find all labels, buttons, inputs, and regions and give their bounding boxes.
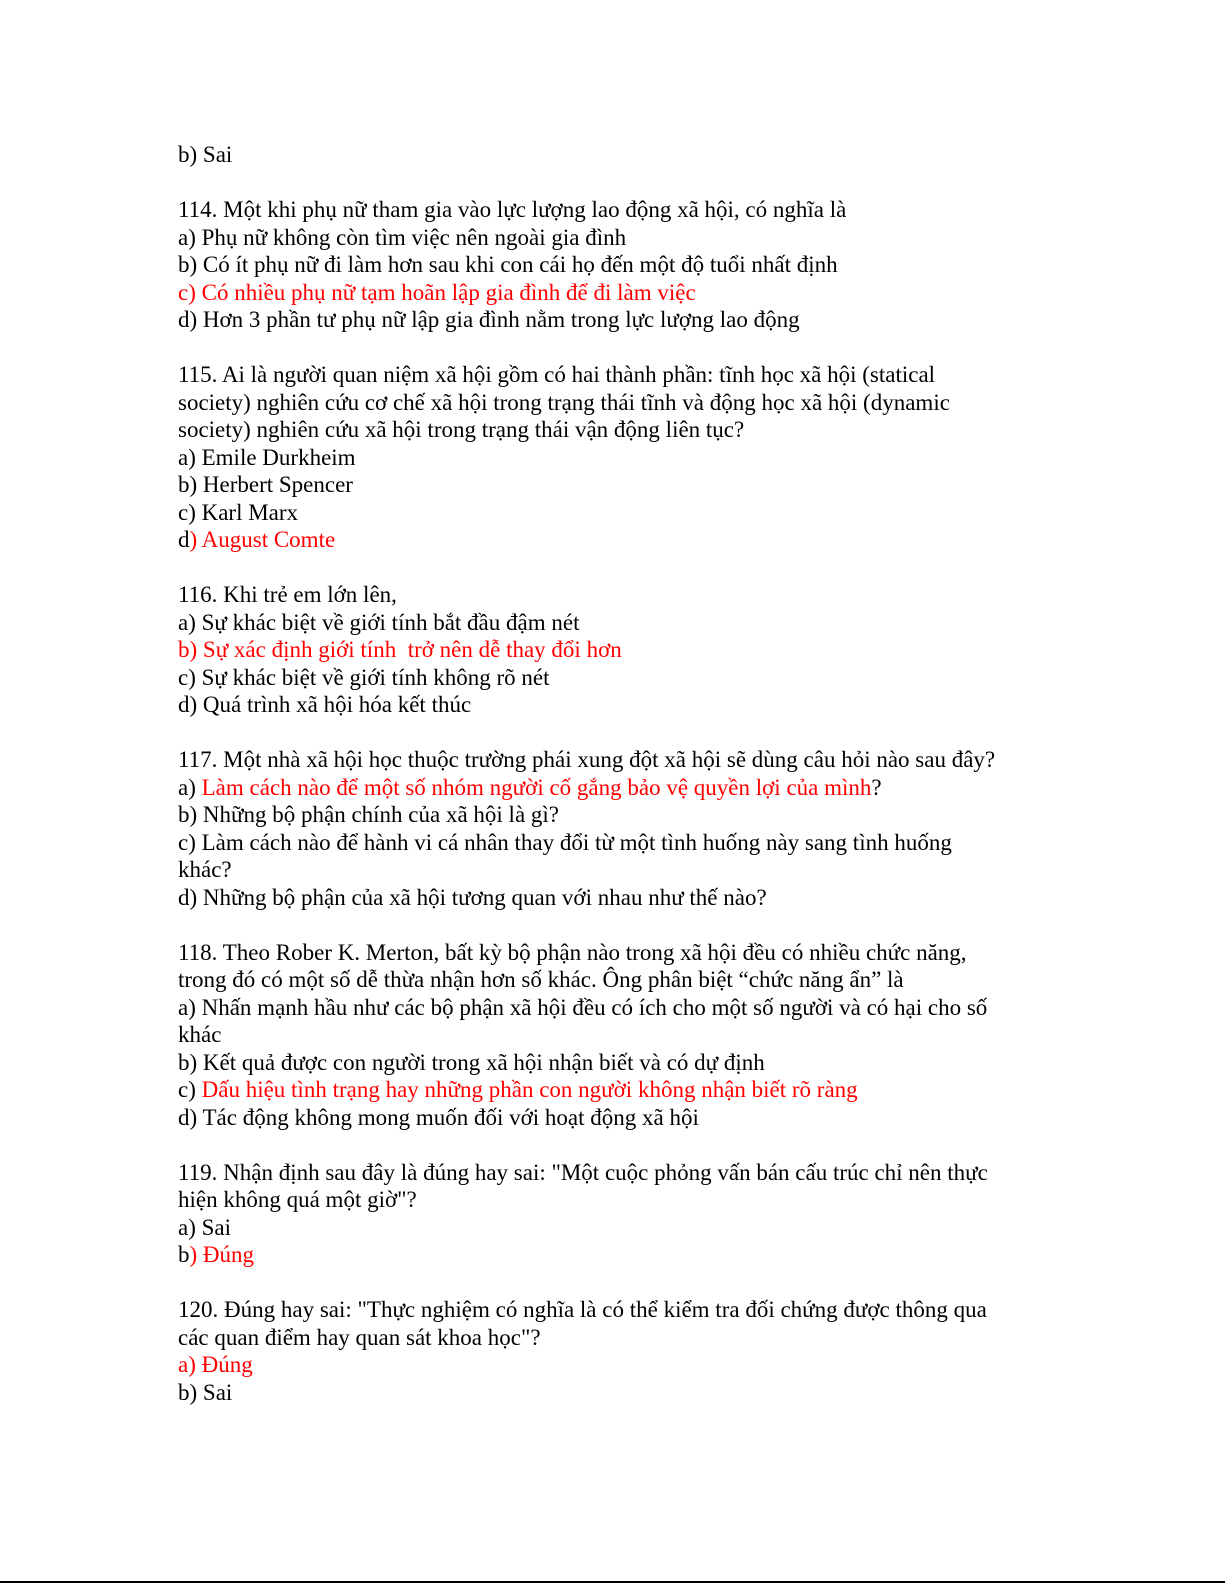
question-text-line-2: trong đó có một số dễ thừa nhận hơn số khác. Ông phân biệt “chức năng ẩn” là bbox=[178, 967, 904, 992]
option-d: d) Hơn 3 phần tư phụ nữ lập gia đình nằm trong lực lượng lao động bbox=[178, 307, 800, 332]
question-block-117 bbox=[178, 746, 1048, 911]
question-text-line-1: 118. Theo Rober K. Merton, bất kỳ bộ phận nào trong xã hội đều có nhiều chức năng, bbox=[178, 939, 967, 965]
question-text-line-3: society) nghiên cứu xã hội trong trạng thái vận động liên tục? bbox=[178, 417, 745, 442]
spacer bbox=[178, 554, 1048, 582]
option-a-correct: a) Đúng bbox=[178, 1352, 253, 1377]
option-a: a) Sai bbox=[178, 1214, 232, 1240]
page-bottom-rule bbox=[0, 1581, 1225, 1583]
option-a: a) Phụ nữ không còn tìm việc nên ngoài gia đình bbox=[178, 224, 627, 250]
option-b: b) Kết quả được con người trong xã hội nhận biết và có dự định bbox=[178, 1049, 765, 1075]
question-text-line-2: hiện không quá một giờ"? bbox=[178, 1187, 417, 1212]
option-b: b) Herbert Spencer bbox=[178, 472, 353, 497]
option-a-correct: Làm cách nào để một số nhóm người cố gắng bảo vệ quyền lợi của mình bbox=[201, 774, 872, 800]
question-block-114 bbox=[178, 196, 1048, 334]
option-b: b) Những bộ phận chính của xã hội là gì? bbox=[178, 802, 560, 827]
option-d: d) Quá trình xã hội hóa kết thúc bbox=[178, 692, 472, 717]
question-block-120 bbox=[178, 1296, 1048, 1406]
option-c: c) Sự khác biệt về giới tính không rõ nét bbox=[178, 664, 550, 690]
question-text: 114. Một khi phụ nữ tham gia vào lực lượng lao động xã hội, có nghĩa là bbox=[178, 197, 847, 222]
question-block-115 bbox=[178, 361, 1048, 554]
question-block-116 bbox=[178, 581, 1048, 719]
option-c-line-2: khác? bbox=[178, 857, 232, 882]
option-c-label: c) bbox=[178, 1077, 202, 1102]
question-text-line-2: các quan điểm hay quan sát khoa học"? bbox=[178, 1324, 541, 1350]
option-d-correct: ) August Comte bbox=[189, 527, 336, 552]
option-a-suffix: ? bbox=[871, 774, 882, 800]
option-a-line-2: khác bbox=[178, 1022, 222, 1047]
option-c-correct: c) Có nhiều phụ nữ tạm hoãn lập gia đình để đi làm việc bbox=[178, 279, 696, 305]
question-text-line-1: 119. Nhận định sau đây là đúng hay sai: "Một cuộc phỏng vấn bán cấu trúc chỉ nên thực bbox=[178, 1159, 988, 1185]
prev-option-b: b) Sai bbox=[178, 142, 233, 167]
document-page bbox=[178, 141, 1048, 1406]
option-c-line-1: c) Làm cách nào để hành vi cá nhân thay đổi từ một tình huống này sang tình huống bbox=[178, 829, 952, 855]
spacer bbox=[178, 911, 1048, 939]
option-d-label: d bbox=[178, 527, 190, 552]
question-text: 116. Khi trẻ em lớn lên, bbox=[178, 582, 397, 607]
option-b-correct: ) Đúng bbox=[189, 1242, 255, 1267]
option-c: c) Karl Marx bbox=[178, 499, 299, 525]
option-a-label: a) bbox=[178, 774, 202, 800]
question-text-line-2: society) nghiên cứu cơ chế xã hội trong trạng thái tĩnh và động học xã hội (dynamic bbox=[178, 389, 950, 415]
option-b-label: b bbox=[178, 1242, 190, 1267]
spacer bbox=[178, 719, 1048, 747]
spacer bbox=[178, 334, 1048, 362]
spacer bbox=[178, 169, 1048, 197]
option-d bbox=[178, 526, 1048, 554]
option-a: a) Emile Durkheim bbox=[178, 444, 356, 470]
option-b-correct: b) Sự xác định giới tính trở nên dễ thay đổi hơn bbox=[178, 637, 622, 662]
option-b: b) Sai bbox=[178, 1379, 233, 1405]
option-a-line-1: a) Nhấn mạnh hầu như các bộ phận xã hội đều có ích cho một số người và có hại cho số bbox=[178, 994, 988, 1020]
option-a: a) Sự khác biệt về giới tính bắt đầu đậm nét bbox=[178, 609, 580, 635]
question-block-119 bbox=[178, 1159, 1048, 1269]
spacer bbox=[178, 1269, 1048, 1297]
option-b: b) Có ít phụ nữ đi làm hơn sau khi con cái họ đến một độ tuổi nhất định bbox=[178, 252, 838, 277]
option-d: d) Tác động không mong muốn đối với hoạt động xã hội bbox=[178, 1104, 699, 1130]
option-c-correct: Dấu hiệu tình trạng hay những phần con người không nhận biết rõ ràng bbox=[201, 1077, 858, 1102]
option-d: d) Những bộ phận của xã hội tương quan với nhau như thế nào? bbox=[178, 884, 767, 910]
option-a bbox=[178, 774, 1048, 802]
question-text-line-1: 120. Đúng hay sai: "Thực nghiệm có nghĩa là có thể kiểm tra đối chứng được thông qua bbox=[178, 1297, 987, 1322]
spacer bbox=[178, 1131, 1048, 1159]
option-b bbox=[178, 1241, 1048, 1269]
question-block-118 bbox=[178, 939, 1048, 1132]
question-text: 117. Một nhà xã hội học thuộc trường phái xung đột xã hội sẽ dùng câu hỏi nào sau đây? bbox=[178, 747, 996, 772]
option-c bbox=[178, 1076, 1048, 1104]
question-text-line-1: 115. Ai là người quan niệm xã hội gồm có hai thành phần: tĩnh học xã hội (statical bbox=[178, 362, 936, 387]
